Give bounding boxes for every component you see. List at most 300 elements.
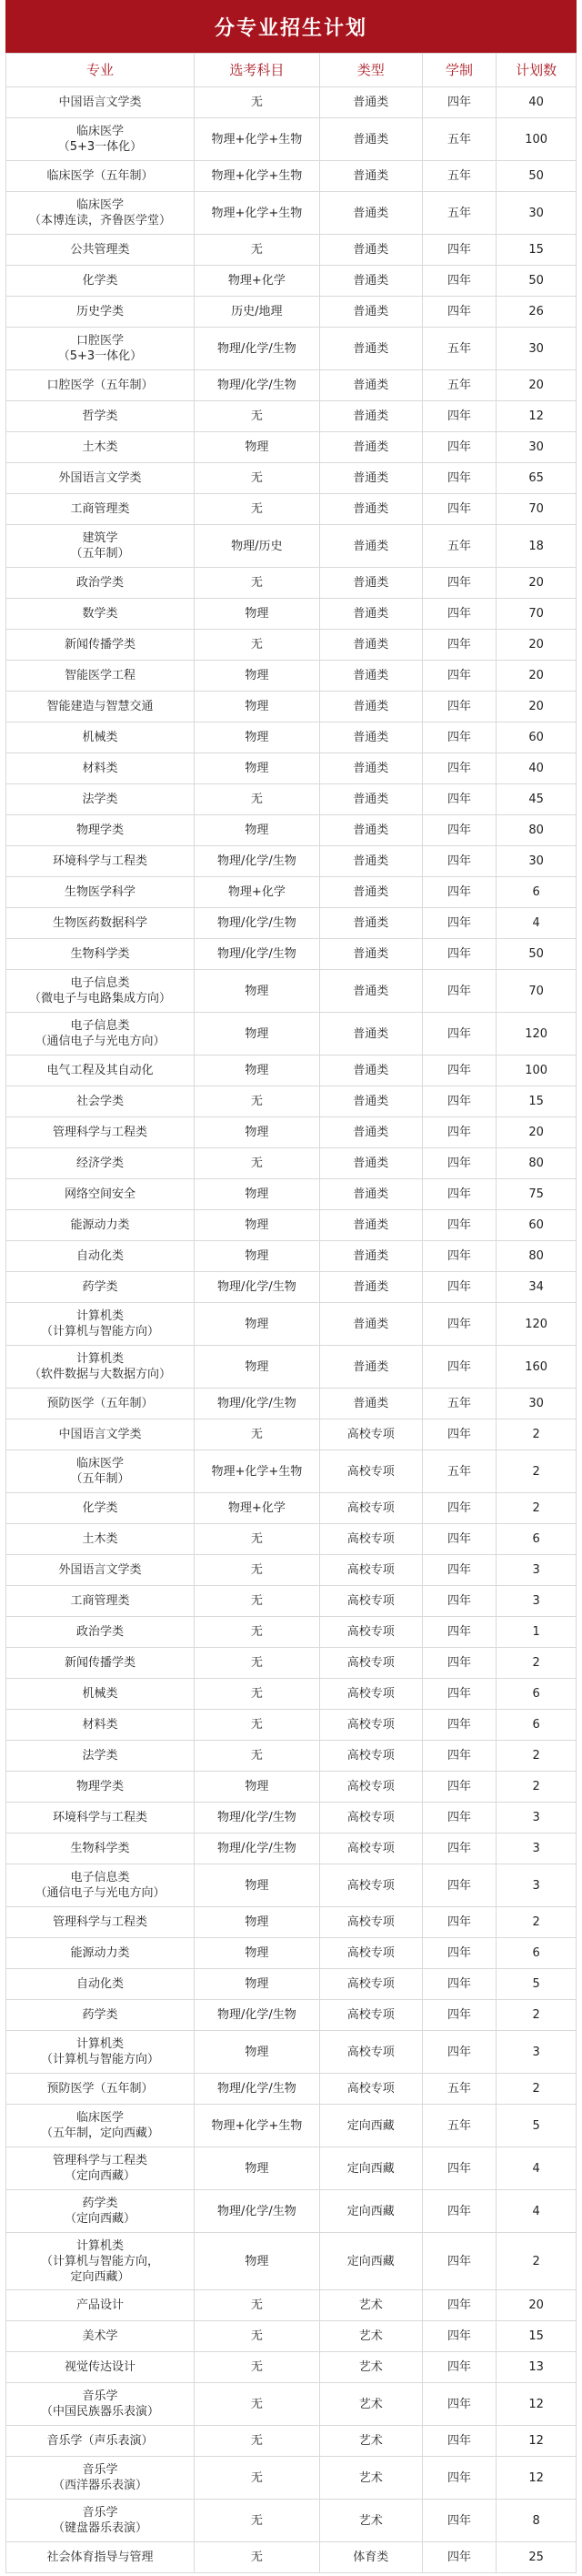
major-cell: 政治学类 (6, 568, 195, 599)
quota-cell: 6 (497, 1679, 577, 1710)
type-cell: 定向西藏 (319, 2233, 422, 2290)
type-cell: 普通类 (319, 568, 422, 599)
subjects-cell: 无 (194, 235, 319, 266)
major-cell: 产品设计 (6, 2290, 195, 2321)
type-cell: 定向西藏 (319, 2105, 422, 2147)
duration-cell: 四年 (422, 1969, 497, 2000)
table-row (6, 161, 577, 192)
quota-cell: 3 (497, 1803, 577, 1834)
table-row (6, 2147, 577, 2190)
table-row (6, 1864, 577, 1907)
subjects-cell: 物理 (194, 661, 319, 692)
table-row (6, 939, 577, 970)
quota-cell: 120 (497, 1303, 577, 1346)
table-row (6, 1148, 577, 1179)
table-row (6, 815, 577, 846)
quota-cell: 12 (497, 2426, 577, 2457)
subjects-cell: 无 (194, 2352, 319, 2383)
page-title: 分专业招生计划 (5, 0, 577, 53)
type-cell: 普通类 (319, 1346, 422, 1389)
major-cell: 机械类 (6, 1679, 195, 1710)
quota-cell: 5 (497, 1969, 577, 2000)
duration-cell: 四年 (422, 1303, 497, 1346)
major-cell: 视觉传达设计 (6, 2352, 195, 2383)
duration-cell: 四年 (422, 970, 497, 1013)
duration-cell: 四年 (422, 1803, 497, 1834)
table-row (6, 2383, 577, 2426)
duration-cell: 五年 (422, 161, 497, 192)
major-cell: 土木类 (6, 1524, 195, 1555)
table-row (6, 525, 577, 568)
major-cell: 自动化类 (6, 1969, 195, 2000)
duration-cell: 五年 (422, 525, 497, 568)
duration-cell: 四年 (422, 1648, 497, 1679)
type-cell: 高校专项 (319, 1969, 422, 2000)
type-cell: 普通类 (319, 877, 422, 908)
table-row (6, 2074, 577, 2105)
quota-cell: 20 (497, 1117, 577, 1148)
duration-cell: 四年 (422, 599, 497, 630)
major-cell: 智能建造与智慧交通 (6, 692, 195, 722)
duration-cell: 四年 (422, 1586, 497, 1617)
type-cell: 高校专项 (319, 1864, 422, 1907)
quota-cell: 2 (497, 2233, 577, 2290)
type-cell: 普通类 (319, 494, 422, 525)
type-cell: 普通类 (319, 463, 422, 494)
table-row (6, 2542, 577, 2573)
subjects-cell: 无 (194, 463, 319, 494)
quota-cell: 2 (497, 1772, 577, 1803)
subjects-cell: 无 (194, 1555, 319, 1586)
table-row (6, 1938, 577, 1969)
table-row (6, 87, 577, 118)
major-cell: 音乐学 （键盘器乐表演） (6, 2500, 195, 2542)
quota-cell: 6 (497, 877, 577, 908)
duration-cell: 四年 (422, 568, 497, 599)
quota-cell: 20 (497, 692, 577, 722)
subjects-cell: 无 (194, 1086, 319, 1117)
quota-cell: 5 (497, 2105, 577, 2147)
major-cell: 外国语言文学类 (6, 1555, 195, 1586)
table-row (6, 328, 577, 370)
table-row (6, 2457, 577, 2500)
major-cell: 预防医学（五年制） (6, 2074, 195, 2105)
table-row (6, 1803, 577, 1834)
quota-cell: 2 (497, 1907, 577, 1938)
table-row (6, 908, 577, 939)
table-row (6, 722, 577, 753)
duration-cell: 四年 (422, 2457, 497, 2500)
duration-cell: 四年 (422, 815, 497, 846)
table-body (6, 87, 577, 2573)
quota-cell: 80 (497, 1241, 577, 1272)
table-row (6, 599, 577, 630)
quota-cell: 30 (497, 846, 577, 877)
quota-cell: 20 (497, 661, 577, 692)
major-cell: 外国语言文学类 (6, 463, 195, 494)
duration-cell: 四年 (422, 692, 497, 722)
major-cell: 新闻传播学类 (6, 1648, 195, 1679)
type-cell: 高校专项 (319, 2031, 422, 2074)
table-row (6, 432, 577, 463)
quota-cell: 2 (497, 1493, 577, 1524)
type-cell: 艺术 (319, 2457, 422, 2500)
table-row (6, 2426, 577, 2457)
table-row (6, 2031, 577, 2074)
table-row (6, 1617, 577, 1648)
type-cell: 普通类 (319, 970, 422, 1013)
type-cell: 普通类 (319, 661, 422, 692)
type-cell: 艺术 (319, 2426, 422, 2457)
subjects-cell: 物理/历史 (194, 525, 319, 568)
major-cell: 能源动力类 (6, 1210, 195, 1241)
major-cell: 电子信息类 （通信电子与光电方向） (6, 1013, 195, 1056)
major-cell: 新闻传播学类 (6, 630, 195, 661)
duration-cell: 四年 (422, 494, 497, 525)
subjects-cell: 无 (194, 2426, 319, 2457)
subjects-cell: 物理 (194, 599, 319, 630)
subjects-cell: 物理 (194, 1303, 319, 1346)
table-row (6, 1969, 577, 2000)
duration-cell: 四年 (422, 1056, 497, 1086)
table-row (6, 1493, 577, 1524)
major-cell: 生物医学科学 (6, 877, 195, 908)
subjects-cell: 物理/化学/生物 (194, 1272, 319, 1303)
quota-cell: 60 (497, 1210, 577, 1241)
major-cell: 网络空间安全 (6, 1179, 195, 1210)
subjects-cell: 物理/化学/生物 (194, 846, 319, 877)
major-cell: 能源动力类 (6, 1938, 195, 1969)
table-row (6, 1834, 577, 1864)
subjects-cell: 物理 (194, 2031, 319, 2074)
major-cell: 电气工程及其自动化 (6, 1056, 195, 1086)
type-cell: 高校专项 (319, 1803, 422, 1834)
quota-cell: 4 (497, 2147, 577, 2190)
table-row (6, 846, 577, 877)
table-row (6, 401, 577, 432)
quota-cell: 15 (497, 2321, 577, 2352)
major-cell: 管理科学与工程类 （定向西藏） (6, 2147, 195, 2190)
quota-cell: 2 (497, 1419, 577, 1450)
duration-cell: 四年 (422, 432, 497, 463)
major-cell: 数学类 (6, 599, 195, 630)
major-cell: 临床医学 （五年制，定向西藏） (6, 2105, 195, 2147)
duration-cell: 五年 (422, 370, 497, 401)
duration-cell: 四年 (422, 1086, 497, 1117)
major-cell: 生物医药数据科学 (6, 908, 195, 939)
subjects-cell: 无 (194, 1524, 319, 1555)
table-row (6, 877, 577, 908)
duration-cell: 四年 (422, 1938, 497, 1969)
major-cell: 法学类 (6, 784, 195, 815)
duration-cell: 四年 (422, 2031, 497, 2074)
type-cell: 普通类 (319, 192, 422, 235)
table-row (6, 1772, 577, 1803)
major-cell: 口腔医学（五年制） (6, 370, 195, 401)
subjects-cell: 无 (194, 1741, 319, 1772)
table-row (6, 2290, 577, 2321)
major-cell: 音乐学（声乐表演） (6, 2426, 195, 2457)
table-row (6, 297, 577, 328)
quota-cell: 3 (497, 1586, 577, 1617)
major-cell: 美术学 (6, 2321, 195, 2352)
subjects-cell: 物理 (194, 1772, 319, 1803)
quota-cell: 160 (497, 1346, 577, 1389)
quota-cell: 100 (497, 118, 577, 161)
major-cell: 口腔医学 （5+3一体化） (6, 328, 195, 370)
duration-cell: 四年 (422, 2290, 497, 2321)
duration-cell: 四年 (422, 2233, 497, 2290)
duration-cell: 五年 (422, 192, 497, 235)
duration-cell: 四年 (422, 1346, 497, 1389)
subjects-cell: 历史/地理 (194, 297, 319, 328)
type-cell: 普通类 (319, 1389, 422, 1419)
type-cell: 高校专项 (319, 1834, 422, 1864)
major-cell: 材料类 (6, 1710, 195, 1741)
major-cell: 政治学类 (6, 1617, 195, 1648)
major-cell: 历史学类 (6, 297, 195, 328)
duration-cell: 四年 (422, 1241, 497, 1272)
type-cell: 普通类 (319, 1013, 422, 1056)
table-row (6, 1586, 577, 1617)
subjects-cell: 物理 (194, 1864, 319, 1907)
subjects-cell: 无 (194, 2290, 319, 2321)
table-row (6, 235, 577, 266)
type-cell: 普通类 (319, 1303, 422, 1346)
table-row (6, 2321, 577, 2352)
type-cell: 普通类 (319, 908, 422, 939)
major-cell: 物理学类 (6, 815, 195, 846)
type-cell: 普通类 (319, 87, 422, 118)
table-row (6, 784, 577, 815)
duration-cell: 五年 (422, 1450, 497, 1493)
quota-cell: 40 (497, 753, 577, 784)
duration-cell: 四年 (422, 2542, 497, 2573)
major-cell: 环境科学与工程类 (6, 846, 195, 877)
quota-cell: 100 (497, 1056, 577, 1086)
type-cell: 高校专项 (319, 1710, 422, 1741)
enrollment-plan-table (5, 53, 577, 2573)
type-cell: 普通类 (319, 1241, 422, 1272)
duration-cell: 四年 (422, 463, 497, 494)
table-row (6, 661, 577, 692)
table-row (6, 1303, 577, 1346)
table-row (6, 568, 577, 599)
type-cell: 定向西藏 (319, 2190, 422, 2233)
duration-cell: 四年 (422, 2190, 497, 2233)
subjects-cell: 无 (194, 494, 319, 525)
major-cell: 生物科学类 (6, 939, 195, 970)
duration-cell: 四年 (422, 1555, 497, 1586)
subjects-cell: 物理+化学+生物 (194, 161, 319, 192)
major-cell: 法学类 (6, 1741, 195, 1772)
type-cell: 艺术 (319, 2500, 422, 2542)
duration-cell: 四年 (422, 1272, 497, 1303)
subjects-cell: 无 (194, 1679, 319, 1710)
major-cell: 社会体育指导与管理 (6, 2542, 195, 2573)
table-row (6, 1524, 577, 1555)
quota-cell: 1 (497, 1617, 577, 1648)
major-cell: 环境科学与工程类 (6, 1803, 195, 1834)
type-cell: 普通类 (319, 161, 422, 192)
major-cell: 药学类 (6, 2000, 195, 2031)
table-row (6, 2105, 577, 2147)
major-cell: 建筑学 （五年制） (6, 525, 195, 568)
type-cell: 普通类 (319, 118, 422, 161)
type-cell: 普通类 (319, 235, 422, 266)
header-duration: 学制 (422, 54, 497, 87)
subjects-cell: 物理/化学/生物 (194, 2074, 319, 2105)
table-row (6, 1389, 577, 1419)
subjects-cell: 物理 (194, 2147, 319, 2190)
subjects-cell: 无 (194, 2457, 319, 2500)
quota-cell: 34 (497, 1272, 577, 1303)
quota-cell: 80 (497, 815, 577, 846)
type-cell: 艺术 (319, 2321, 422, 2352)
type-cell: 高校专项 (319, 1741, 422, 1772)
subjects-cell: 物理/化学/生物 (194, 2000, 319, 2031)
quota-cell: 2 (497, 1450, 577, 1493)
table-row (6, 692, 577, 722)
subjects-cell: 物理 (194, 1241, 319, 1272)
duration-cell: 四年 (422, 939, 497, 970)
type-cell: 普通类 (319, 297, 422, 328)
major-cell: 智能医学工程 (6, 661, 195, 692)
quota-cell: 20 (497, 630, 577, 661)
major-cell: 药学类 (6, 1272, 195, 1303)
quota-cell: 2 (497, 1741, 577, 1772)
subjects-cell: 物理 (194, 722, 319, 753)
subjects-cell: 物理 (194, 970, 319, 1013)
quota-cell: 70 (497, 970, 577, 1013)
duration-cell: 四年 (422, 401, 497, 432)
subjects-cell: 物理/化学/生物 (194, 370, 319, 401)
major-cell: 临床医学（五年制） (6, 161, 195, 192)
major-cell: 临床医学 （五年制） (6, 1450, 195, 1493)
subjects-cell: 物理/化学/生物 (194, 1803, 319, 1834)
type-cell: 普通类 (319, 722, 422, 753)
type-cell: 高校专项 (319, 2000, 422, 2031)
duration-cell: 四年 (422, 87, 497, 118)
subjects-cell: 物理/化学/生物 (194, 1834, 319, 1864)
duration-cell: 四年 (422, 1834, 497, 1864)
quota-cell: 8 (497, 2500, 577, 2542)
quota-cell: 4 (497, 908, 577, 939)
major-cell: 材料类 (6, 753, 195, 784)
major-cell: 工商管理类 (6, 494, 195, 525)
type-cell: 普通类 (319, 939, 422, 970)
duration-cell: 四年 (422, 753, 497, 784)
table-row (6, 1241, 577, 1272)
type-cell: 普通类 (319, 1210, 422, 1241)
major-cell: 管理科学与工程类 (6, 1117, 195, 1148)
quota-cell: 65 (497, 463, 577, 494)
subjects-cell: 物理+化学+生物 (194, 1450, 319, 1493)
duration-cell: 四年 (422, 722, 497, 753)
quota-cell: 20 (497, 2290, 577, 2321)
duration-cell: 四年 (422, 1772, 497, 1803)
major-cell: 生物科学类 (6, 1834, 195, 1864)
type-cell: 普通类 (319, 815, 422, 846)
table-row (6, 1117, 577, 1148)
type-cell: 高校专项 (319, 1648, 422, 1679)
table-row (6, 970, 577, 1013)
subjects-cell: 物理 (194, 753, 319, 784)
subjects-cell: 无 (194, 784, 319, 815)
duration-cell: 四年 (422, 2426, 497, 2457)
table-row (6, 1272, 577, 1303)
subjects-cell: 物理+化学 (194, 877, 319, 908)
table-row (6, 2190, 577, 2233)
major-cell: 化学类 (6, 1493, 195, 1524)
quota-cell: 6 (497, 1710, 577, 1741)
duration-cell: 四年 (422, 877, 497, 908)
table-row (6, 1907, 577, 1938)
quota-cell: 12 (497, 401, 577, 432)
subjects-cell: 物理+化学 (194, 266, 319, 297)
table-row (6, 1013, 577, 1056)
type-cell: 艺术 (319, 2352, 422, 2383)
quota-cell: 30 (497, 192, 577, 235)
table-row (6, 118, 577, 161)
table-row (6, 1056, 577, 1086)
type-cell: 普通类 (319, 846, 422, 877)
duration-cell: 四年 (422, 1524, 497, 1555)
table-row (6, 1741, 577, 1772)
duration-cell: 四年 (422, 661, 497, 692)
quota-cell: 15 (497, 235, 577, 266)
quota-cell: 30 (497, 328, 577, 370)
duration-cell: 四年 (422, 1013, 497, 1056)
quota-cell: 75 (497, 1179, 577, 1210)
duration-cell: 五年 (422, 1389, 497, 1419)
subjects-cell: 物理/化学/生物 (194, 1389, 319, 1419)
type-cell: 高校专项 (319, 1772, 422, 1803)
subjects-cell: 物理/化学/生物 (194, 2190, 319, 2233)
table-header-row (6, 54, 577, 87)
type-cell: 普通类 (319, 630, 422, 661)
table-row (6, 1450, 577, 1493)
major-cell: 土木类 (6, 432, 195, 463)
quota-cell: 3 (497, 1864, 577, 1907)
duration-cell: 四年 (422, 235, 497, 266)
type-cell: 普通类 (319, 692, 422, 722)
subjects-cell: 物理/化学/生物 (194, 908, 319, 939)
subjects-cell: 物理+化学+生物 (194, 118, 319, 161)
table-row (6, 1086, 577, 1117)
type-cell: 普通类 (319, 432, 422, 463)
major-cell: 哲学类 (6, 401, 195, 432)
table-row (6, 1346, 577, 1389)
type-cell: 普通类 (319, 1117, 422, 1148)
type-cell: 艺术 (319, 2290, 422, 2321)
subjects-cell: 物理 (194, 1346, 319, 1389)
duration-cell: 四年 (422, 1907, 497, 1938)
major-cell: 管理科学与工程类 (6, 1907, 195, 1938)
major-cell: 计算机类 （软件数据与大数据方向） (6, 1346, 195, 1389)
quota-cell: 30 (497, 1389, 577, 1419)
duration-cell: 四年 (422, 2147, 497, 2190)
duration-cell: 四年 (422, 2000, 497, 2031)
quota-cell: 20 (497, 568, 577, 599)
quota-cell: 3 (497, 1555, 577, 1586)
subjects-cell: 物理 (194, 692, 319, 722)
subjects-cell: 无 (194, 1586, 319, 1617)
type-cell: 体育类 (319, 2542, 422, 2573)
quota-cell: 12 (497, 2383, 577, 2426)
major-cell: 预防医学（五年制） (6, 1389, 195, 1419)
subjects-cell: 物理/化学/生物 (194, 939, 319, 970)
